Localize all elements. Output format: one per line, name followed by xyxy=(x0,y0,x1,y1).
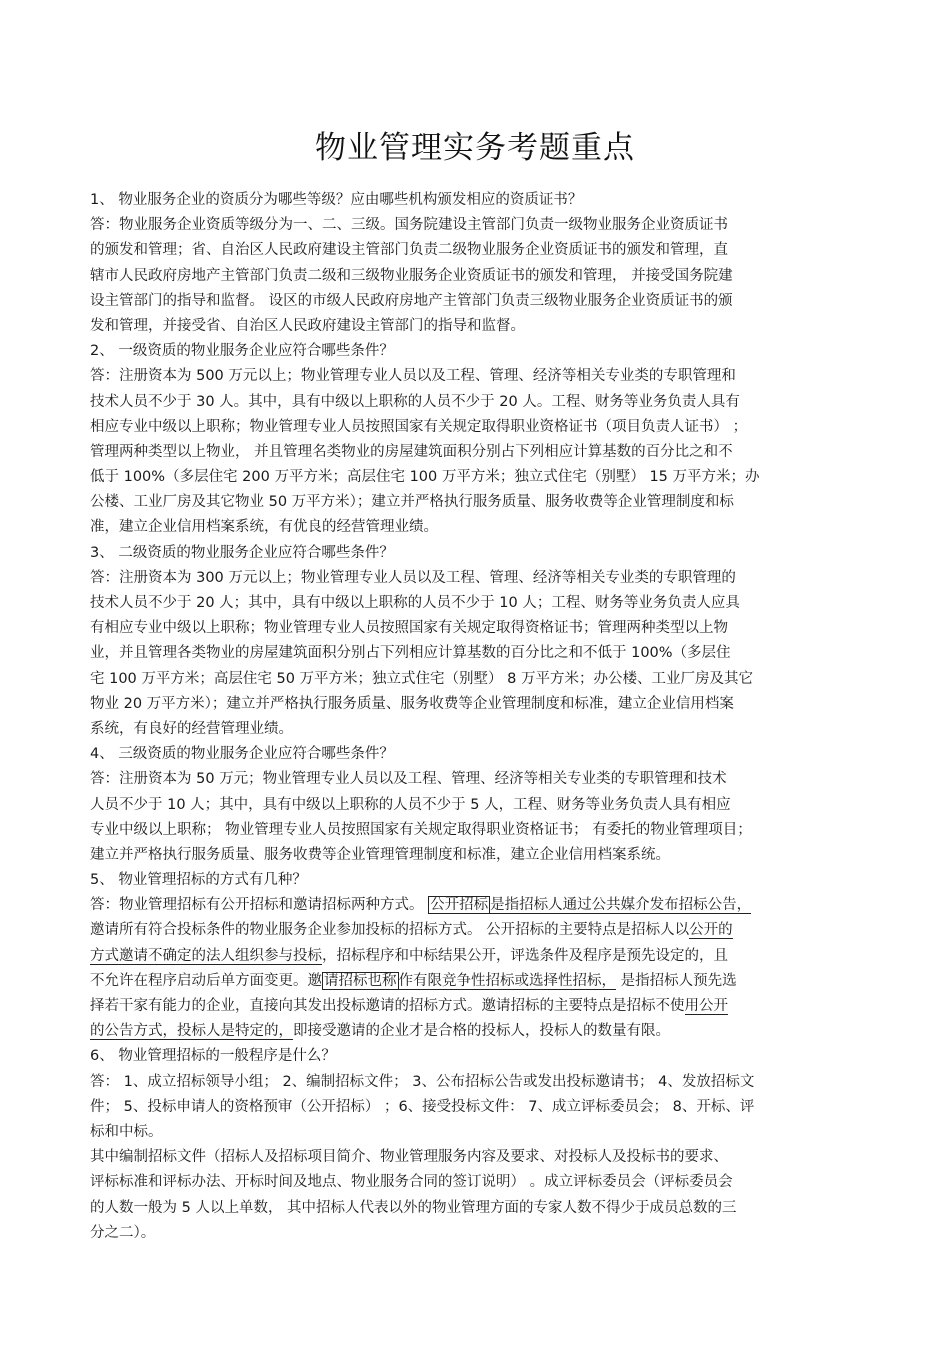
text-line: 设主管部门的指导和监督。 设区的市级人民政府房地产主管部门负责三级物业服务企业资质证书的颁 xyxy=(90,292,733,309)
underlined-text: 是指招标人通过公共媒介发布招标公告， xyxy=(490,897,752,914)
text-span: 不允许在程序启动后单方面变更。邀 xyxy=(90,972,322,989)
document-body xyxy=(90,188,860,1246)
text-span: 即接受邀请的企业才是合格的投标人，投标人的数量有限。 xyxy=(293,1023,670,1040)
text-line: 的人数一般为 5 人以上单数， 其中招标人代表以外的物业管理方面的专家人数不得少于成员总数的三 xyxy=(90,1199,737,1216)
page-title: 物业管理实务考题重点 xyxy=(315,130,635,166)
text-line: 有相应专业中级以上职称；物业管理专业人员按照国家有关规定取得资格证书；管理两种类型以上物 xyxy=(90,620,728,637)
text-block-questions-1-4 xyxy=(90,188,860,893)
text-line: 答： 1、成立招标领导小组； 2、编制招标文件； 3、公布招标公告或发出投标邀请书； 4、发放招标文 xyxy=(90,1073,755,1090)
text-line: 件； 5、投标申请人的资格预审（公开招标） ；6、接受投标文件： 7、成立评标委员会； 8、开标、评 xyxy=(90,1098,755,1115)
underlined-text: 的公告方式，投标人是特定的， xyxy=(90,1023,293,1040)
text-line: 准，建立企业信用档案系统，有优良的经营管理业绩。 xyxy=(90,519,438,536)
text-span: 择若干家有能力的企业，直接向其发出投标邀请的招标方式。邀请招标的主要特点是招标不使 xyxy=(90,998,685,1014)
text-line xyxy=(90,1019,860,1044)
boxed-term: 公开招标 xyxy=(430,897,489,914)
text-line: 标和中标。 xyxy=(90,1123,163,1140)
text-line: 管理两种类型以上物业， 并且管理名类物业的房屋建筑面积分别占下列相应计算基数的百分比之和不 xyxy=(90,443,733,460)
text-line: 答：注册资本为 50 万元；物业管理专业人员以及工程、管理、经济等相关专业类的专职管理和技术 xyxy=(90,771,727,788)
text-line: 3、 二级资质的物业服务企业应符合哪些条件？ xyxy=(90,544,394,561)
text-line: 辖市人民政府房地产主管部门负责二级和三级物业服务企业资质证书的颁发和管理， 并接受国务院建 xyxy=(90,267,733,284)
text-line: 2、 一级资质的物业服务企业应符合哪些条件？ xyxy=(90,343,394,360)
text-span: 邀请所有符合投标条件的物业服务企业参加投标的招标方式。 公开招标的主要特点是招标人以 xyxy=(90,922,690,939)
text-line: 的颁发和管理；省、自治区人民政府建设主管部门负责二级物业服务企业资质证书的颁发和管理，直 xyxy=(90,242,728,259)
boxed-term: 请招标也称 xyxy=(324,972,397,989)
text-line: 4、 三级资质的物业服务企业应符合哪些条件？ xyxy=(90,746,394,763)
text-line: 相应专业中级以上职称；物业管理专业人员按照国家有关规定取得职业资格证书（项目负责人证书） ； xyxy=(90,418,748,435)
text-line: 宅 100 万平方米；高层住宅 50 万平方米；独立式住宅（别墅） 8 万平方米；办公楼、工业厂房及其它 xyxy=(90,670,754,687)
text-line: 建立并严格执行服务质量、服务收费等企业管理管理制度和标准，建立企业信用档案系统。 xyxy=(90,846,670,863)
text-line xyxy=(90,918,860,943)
text-line: 评标标准和评标办法、开标时间及地点、物业服务合同的签订说明） 。成立评标委员会（评标委员会 xyxy=(90,1174,733,1191)
text-line: 技术人员不少于 20 人；其中，具有中级以上职称的人员不少于 10 人；工程、财务等业务负责人应具 xyxy=(90,595,740,611)
text-line xyxy=(90,994,860,1019)
text-block-question-6 xyxy=(90,1044,860,1246)
text-line: 6、 物业管理招标的一般程序是什么？ xyxy=(90,1048,336,1065)
text-line: 其中编制招标文件（招标人及招标项目简介、物业管理服务内容及要求、对投标人及投标书的要求、 xyxy=(90,1149,728,1166)
text-line: 公楼、工业厂房及其它物业 50 万平方米）；建立并严格执行服务质量、服务收费等企业管理制度和标 xyxy=(90,494,734,511)
text-line: 答：物业服务企业资质等级分为一、二、三级。国务院建设主管部门负责一级物业服务企业资质证书 xyxy=(90,217,728,234)
underlined-text: 方式邀请不确定的法人组织参与投标 xyxy=(90,947,322,964)
underlined-text: 作有限竞争性招标或选择性招标， xyxy=(398,972,616,989)
text-line: 系统，有良好的经营管理业绩。 xyxy=(90,720,293,737)
text-line: 发和管理，并接受省、自治区人民政府建设主管部门的指导和监督。 xyxy=(90,317,525,334)
text-line: 技术人员不少于 30 人。其中，具有中级以上职称的人员不少于 20 人。工程、财务等业务负责人具有 xyxy=(90,393,740,410)
text-span: 答：物业管理招标有公开招标和邀请招标两种方式。 xyxy=(90,897,429,914)
text-line: 1、 物业服务企业的资质分为哪些等级？应由哪些机构颁发相应的资质证书？ xyxy=(90,192,583,208)
text-line: 5、 物业管理招标的方式有几种？ xyxy=(90,872,307,889)
underlined-text: 公开的 xyxy=(689,922,733,939)
text-line xyxy=(90,893,860,918)
text-line: 答：注册资本为 300 万元以上；物业管理专业人员以及工程、管理、经济等相关专业类的专职管理的 xyxy=(90,569,736,586)
text-line: 业，并且管理各类物业的房屋建筑面积分别占下列相应计算基数的百分比之和不低于 100%（多层住 xyxy=(90,645,731,662)
text-line: 低于 100%（多层住宅 200 万平方米；高层住宅 100 万平方米；独立式住宅（别墅） 15 万平方米；办 xyxy=(90,469,760,486)
text-line: 专业中级以上职称； 物业管理专业人员按照国家有关规定取得职业资格证书； 有委托的物业管理项目； xyxy=(90,821,752,838)
text-line: 答：注册资本为 500 万元以上；物业管理专业人员以及工程、管理、经济等相关专业类的专职管理和 xyxy=(90,368,736,385)
text-line: 分之二）。 xyxy=(90,1224,156,1241)
text-span: 是指招标人预先选 xyxy=(616,972,737,989)
underlined-text: 用公开 xyxy=(684,998,728,1014)
text-line: 物业 20 万平方米）；建立并严格执行服务质量、服务收费等企业管理制度和标准，建立企业信用档案 xyxy=(90,695,734,712)
text-line xyxy=(90,944,860,969)
text-line: 人员不少于 10 人；其中，具有中级以上职称的人员不少于 5 人，工程、财务等业务负责人具有相应 xyxy=(90,796,731,813)
text-line xyxy=(90,969,860,994)
text-span: ，招标程序和中标结果公开，评选条件及程序是预先设定的，且 xyxy=(322,947,728,964)
